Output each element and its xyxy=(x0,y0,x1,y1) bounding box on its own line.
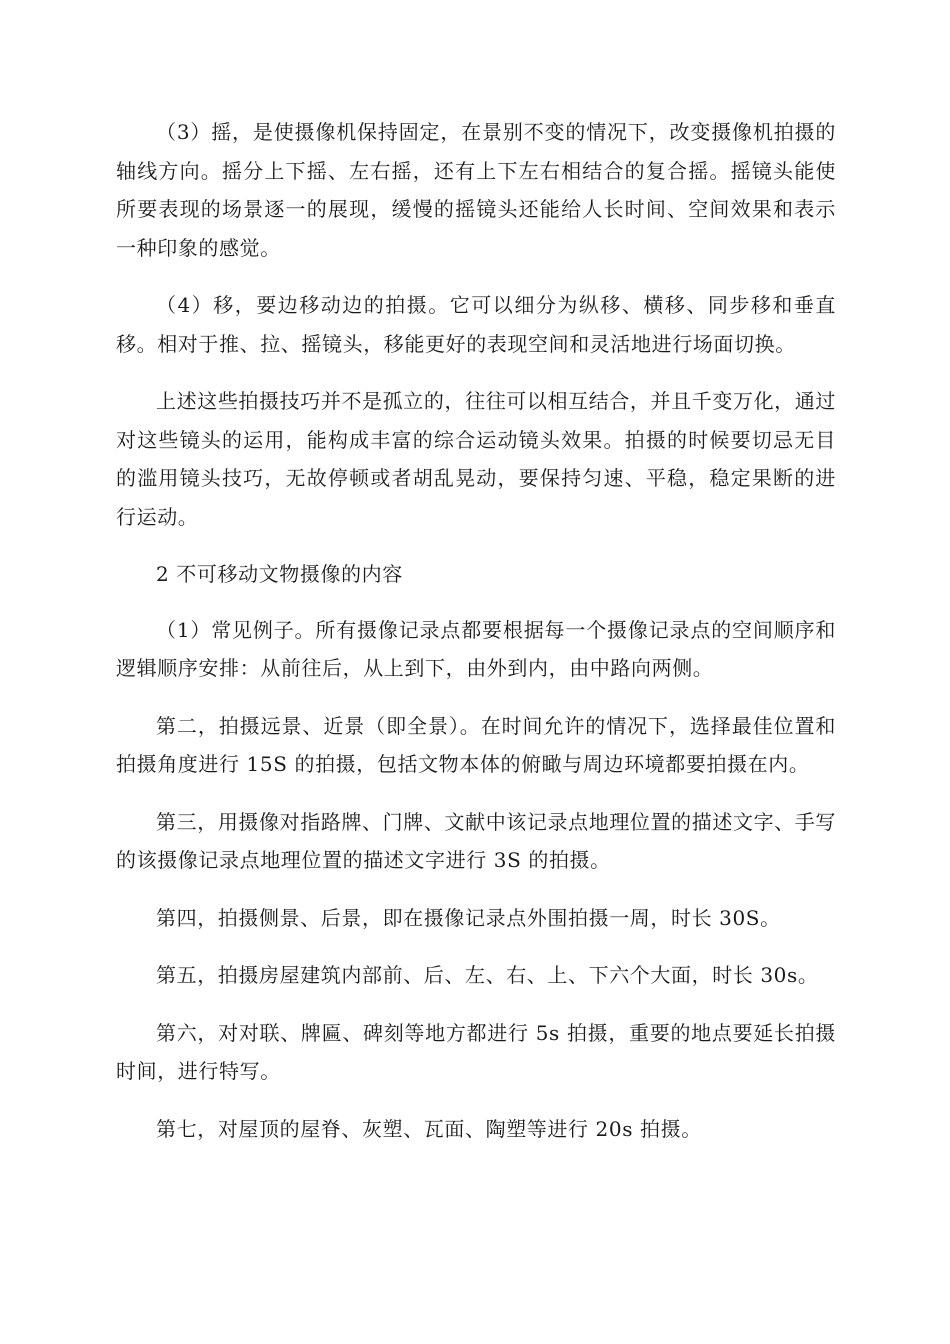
paragraph-step-two: 第二，拍摄远景、近景（即全景）。在时间允许的情况下，选择最佳位置和拍摄角度进行 15S 的拍摄，包括文物本体的俯瞰与周边环境都要拍摄在内。 xyxy=(116,713,836,776)
paragraph-step-seven: 第七，对屋顶的屋脊、灰塑、瓦面、陶塑等进行 20s 拍摄。 xyxy=(156,1116,702,1141)
paragraph-step-five: 第五，拍摄房屋建筑内部前、后、左、右、上、下六个大面，时长 30s。 xyxy=(156,963,819,987)
paragraph-step-three: 第三，用摄像对指路牌、门牌、文献中该记录点地理位置的描述文字、手写的该摄像记录点地理位置的描述文字进行 3S 的拍摄。 xyxy=(116,809,836,872)
paragraph-move-technique: （4）移，要边移动边的拍摄。它可以细分为纵移、横移、同步移和垂直移。相对于推、拉、摇镜头，移能更好的表现空间和灵活地进行场面切换。 xyxy=(116,293,836,356)
section-heading: 2 不可移动文物摄像的内容 xyxy=(156,562,403,586)
document-body xyxy=(116,113,836,1167)
paragraph-common-example: （1）常见例子。所有摄像记录点都要根据每一个摄像记录点的空间顺序和逻辑顺序安排：从前往后，从上到下，由外到内，由中路向两侧。 xyxy=(116,617,836,680)
paragraph-step-six: 第六，对对联、牌匾、碑刻等地方都进行 5s 拍摄，重要的地点要延长拍摄时间，进行特写。 xyxy=(116,1020,836,1083)
paragraph-pan-technique: （3）摇，是使摄像机保持固定，在景别不变的情况下，改变摄像机拍摄的轴线方向。摇分上下摇、左右摇，还有上下左右相结合的复合摇。摇镜头能使所要表现的场景逐一的展现，缓慢的摇镜头还能给人长时间、空间效果和表示一种印象的感觉。 xyxy=(116,120,836,260)
paragraph-step-four: 第四，拍摄侧景、后景，即在摄像记录点外围拍摄一周，时长 30S。 xyxy=(156,905,781,930)
paragraph-techniques-summary: 上述这些拍摄技巧并不是孤立的，往往可以相互结合，并且千变万化，通过对这些镜头的运用，能构成丰富的综合运动镜头效果。拍摄的时候要切忌无目的滥用镜头技巧，无故停顿或者胡乱晃动，要保持匀速、平稳，稳定果断的进行运动。 xyxy=(116,389,836,529)
